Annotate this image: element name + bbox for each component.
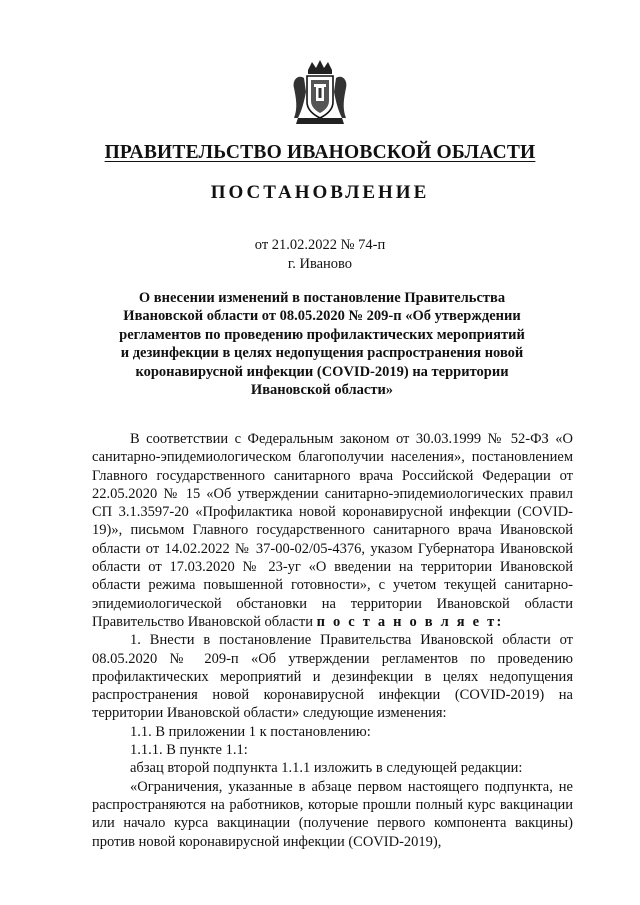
title-line: О внесении изменений в постановление Правительства	[138, 290, 506, 306]
preamble-paragraph	[92, 430, 573, 631]
document-type: ПОСТАНОВЛЕНИЕ	[210, 182, 430, 203]
paragraph: 1.1.1. В пункте 1.1:	[130, 742, 248, 759]
paragraph: «Ограничения, указанные в абзаце первом настоящего подпункта, не распространяются на работников, которые прошли полный курс вакцинации или начало курса вакцинации (получение первого компонента вакцины) против новой коронавирусной инфекции (COVID-2019),	[92, 778, 573, 850]
paragraph: 1. Внести в постановление Правительства Ивановской области от 08.05.2020 № 209-п «Об утверждении регламентов по проведению профилактических мероприятий и дезинфекции в целях недопущения распространения новой коронавирусной инфекции (COVID-2019) на территории Ивановской области» следующие изменения:	[92, 632, 573, 722]
resolves-keyword: п о с т а н о в л я е т:	[316, 613, 504, 630]
city: г. Иваново	[287, 256, 353, 272]
title-line: регламентов по проведению профилактических мероприятий	[119, 326, 525, 343]
document-title	[112, 289, 532, 399]
title-line: Ивановской области от 08.05.2020 № 209-п «Об утверждении	[123, 308, 521, 325]
paragraph: абзац второй подпункта 1.1.1 изложить в следующей редакции:	[130, 760, 523, 777]
preamble-text: В соответствии с Федеральным законом от 30.03.1999 № 52-ФЗ «О санитарно-эпидемиологическом благополучии населения», постановлением Главного государственного санитарного врача Российской Федерации от 22.05.2020 № 15 «Об утверждении санитарно-эпидемиологических правил СП 3.1.3597-20 «Профилактика новой коронавирусной инфекции (COVID-19)», письмом Главного государственного санитарного врача Ивановской области от 14.02.2022 № 37-00-02/05-4376, указом Губернатора Ивановской области от 17.03.2020 № 23-уг «О введении на территории Ивановской области режима повышенной готовности», с учетом текущей санитарно-эпидемиологической обстановки на территории Ивановской области Правительство Ивановской области	[92, 431, 573, 630]
title-line: коронавирусной инфекции (COVID-2019) на территории	[135, 363, 509, 380]
title-line: и дезинфекции в целях недопущения распространения новой	[120, 345, 524, 362]
coat-of-arms-icon	[290, 58, 350, 126]
paragraph: 1.1. В приложении 1 к постановлению:	[130, 723, 371, 740]
document-body	[92, 430, 573, 851]
date-number: от 21.02.2022 № 74-п	[254, 237, 386, 253]
organization-name: ПРАВИТЕЛЬСТВО ИВАНОВСКОЙ ОБЛАСТИ	[104, 142, 536, 163]
title-line: Ивановской области»	[250, 382, 394, 399]
organization-heading	[0, 142, 640, 164]
